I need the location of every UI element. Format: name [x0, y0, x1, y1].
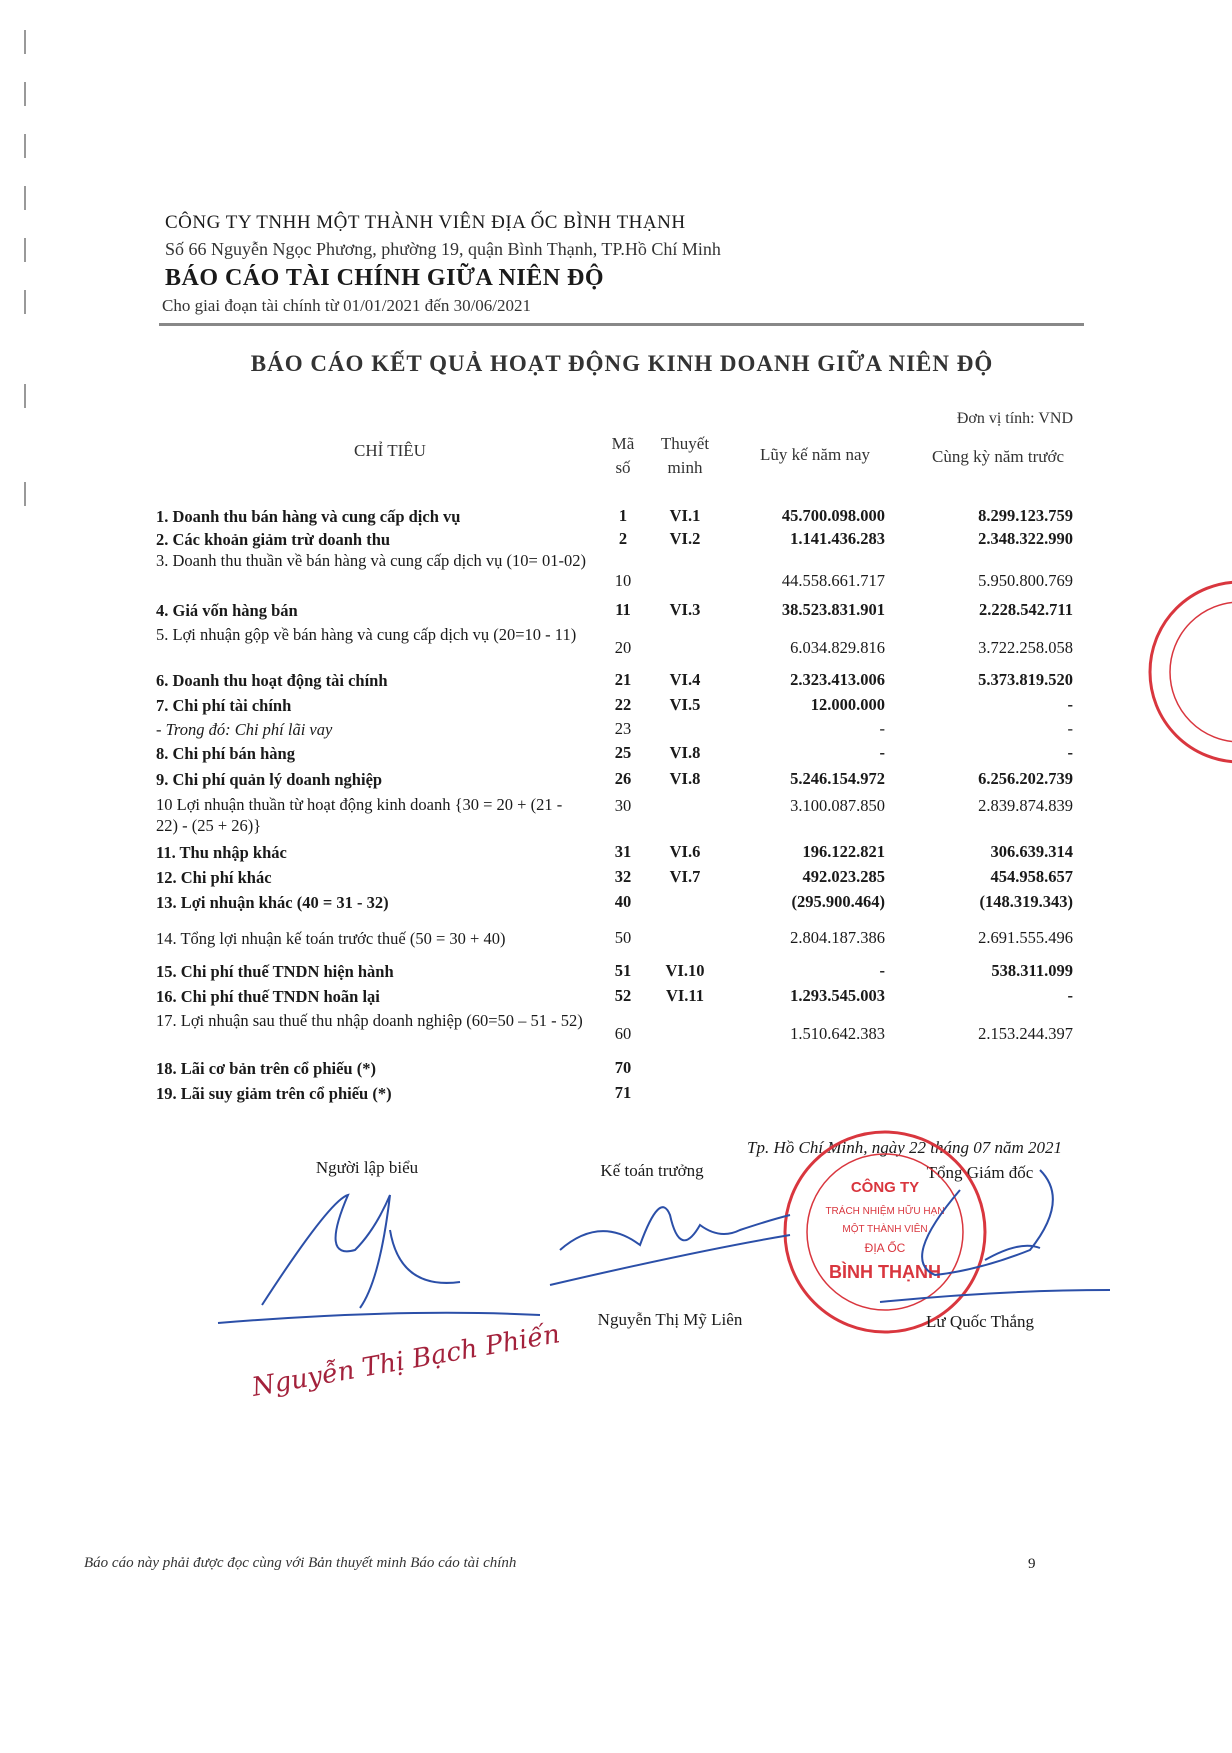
row-current-value: 1.293.545.003	[790, 986, 885, 1005]
col-header-item: CHỈ TIÊU	[354, 441, 426, 460]
row-previous-value: 2.348.322.990	[978, 529, 1073, 548]
row-label: 10 Lợi nhuận thuần từ hoạt động kinh doanh {30 = 20 + (21 - 22) - (25 + 26)}	[156, 795, 563, 835]
row-current-value: 5.246.154.972	[790, 769, 885, 788]
row-code: 30	[614, 796, 632, 815]
row-previous-value: 8.299.123.759	[978, 506, 1073, 525]
row-note: VI.5	[669, 695, 701, 714]
row-current-value: 196.122.821	[802, 842, 885, 861]
row-label: 9. Chi phí quản lý doanh nghiệp	[156, 770, 383, 789]
preparer-title: Người lập biểu	[315, 1158, 419, 1177]
row-current-value: 45.700.098.000	[781, 506, 885, 525]
row-previous-value: -	[1067, 986, 1073, 1005]
row-note: VI.7	[669, 867, 701, 886]
row-label: 5. Lợi nhuận gộp về bán hàng và cung cấp dịch vụ (20=10 - 11)	[156, 625, 577, 644]
row-note: VI.11	[665, 986, 705, 1005]
col-header-code: Mã số	[611, 434, 635, 477]
row-current-value: -	[879, 961, 885, 980]
row-previous-value: 454.958.657	[990, 867, 1073, 886]
row-previous-value: -	[1067, 695, 1073, 714]
report-period: Cho giai đoạn tài chính từ 01/01/2021 đến 30/06/2021	[162, 296, 532, 315]
row-code: 32	[614, 867, 632, 886]
row-previous-value: 2.839.874.839	[978, 796, 1073, 815]
row-note: VI.3	[669, 600, 701, 619]
row-label: 4. Giá vốn hàng bán	[156, 601, 298, 620]
row-code: 60	[614, 1024, 632, 1043]
currency-unit: Đơn vị tính: VND	[956, 410, 1073, 427]
row-current-value: -	[879, 743, 885, 762]
row-previous-value: 5.373.819.520	[978, 670, 1073, 689]
row-code: 52	[614, 986, 632, 1005]
row-code: 20	[614, 638, 632, 657]
row-label: 2. Các khoản giảm trừ doanh thu	[156, 530, 391, 549]
row-code: 23	[614, 719, 632, 738]
row-code: 10	[614, 571, 632, 590]
row-label: 8. Chi phí bán hàng	[156, 744, 295, 763]
row-label: 18. Lãi cơ bản trên cổ phiếu (*)	[156, 1059, 376, 1078]
row-previous-value: 2.153.244.397	[978, 1024, 1073, 1043]
svg-text:BÌNH THẠNH: BÌNH THẠNH	[829, 1262, 941, 1282]
row-current-value: 2.804.187.386	[790, 928, 885, 947]
row-current-value: (295.900.464)	[791, 892, 885, 911]
row-label: 16. Chi phí thuế TNDN hoãn lại	[156, 987, 380, 1006]
row-previous-value: 6.256.202.739	[978, 769, 1073, 788]
row-code: 50	[614, 928, 632, 947]
row-current-value: 44.558.661.717	[781, 571, 885, 590]
row-code: 70	[614, 1058, 632, 1077]
row-note: VI.4	[669, 670, 701, 689]
row-label: 6. Doanh thu hoạt động tài chính	[156, 671, 388, 690]
accountant-title: Kế toán trưởng	[600, 1161, 704, 1180]
footer-note: Báo cáo này phải được đọc cùng với Bản thuyết minh Báo cáo tài chính	[84, 1555, 517, 1571]
row-current-value: 3.100.087.850	[790, 796, 885, 815]
company-name: CÔNG TY TNHH MỘT THÀNH VIÊN ĐỊA ỐC BÌNH THẠNH	[165, 212, 686, 233]
row-note: VI.8	[669, 743, 701, 762]
preparer-handwritten-name: Nguyễn Thị Bạch Phiến	[249, 1319, 563, 1403]
row-current-value: 38.523.831.901	[781, 600, 885, 619]
director-name: Lư Quốc Thắng	[925, 1312, 1035, 1331]
row-label: - Trong đó: Chi phí lãi vay	[156, 720, 333, 739]
row-previous-value: 3.722.258.058	[978, 638, 1073, 657]
page-title: BÁO CÁO KẾT QUẢ HOẠT ĐỘNG KINH DOANH GIỮA NIÊN ĐỘ	[250, 351, 994, 376]
row-current-value: 12.000.000	[810, 695, 885, 714]
row-note: VI.10	[665, 961, 705, 980]
row-previous-value: 2.691.555.496	[978, 928, 1073, 947]
svg-text:ĐỊA ỐC: ĐỊA ỐC	[864, 1241, 906, 1255]
row-current-value: 6.034.829.816	[790, 638, 885, 657]
row-code: 11	[615, 600, 631, 619]
row-note: VI.8	[669, 769, 701, 788]
svg-text:CÔNG TY: CÔNG TY	[850, 1179, 920, 1196]
row-code: 31	[614, 842, 632, 861]
row-current-value: 1.510.642.383	[790, 1024, 885, 1043]
signature-date: Tp. Hồ Chí Minh, ngày 22 tháng 07 năm 2021	[747, 1138, 1062, 1157]
row-previous-value: 538.311.099	[991, 961, 1073, 980]
row-previous-value: -	[1067, 719, 1073, 738]
col-header-previous: Cùng kỳ năm trước	[932, 447, 1064, 466]
page-number: 9	[1028, 1556, 1036, 1572]
row-label: 19. Lãi suy giảm trên cổ phiếu (*)	[156, 1084, 392, 1103]
partial-stamp-right-edge	[1150, 582, 1232, 762]
row-code: 22	[614, 695, 632, 714]
report-type: BÁO CÁO TÀI CHÍNH GIỮA NIÊN ĐỘ	[165, 265, 605, 291]
col-header-note: Thuyết minh	[660, 434, 710, 477]
row-label: 13. Lợi nhuận khác (40 = 31 - 32)	[156, 893, 389, 912]
row-code: 21	[614, 670, 632, 689]
row-code: 25	[614, 743, 632, 762]
row-note: VI.2	[669, 529, 701, 548]
row-code: 51	[614, 961, 632, 980]
row-code: 26	[614, 769, 632, 788]
row-note: VI.1	[669, 506, 701, 525]
director-title: Tổng Giám đốc	[926, 1163, 1034, 1182]
row-previous-value: 2.228.542.711	[979, 600, 1073, 619]
row-code: 1	[618, 506, 628, 525]
col-header-current: Lũy kế năm nay	[760, 445, 870, 464]
svg-text:MỘT THÀNH VIÊN: MỘT THÀNH VIÊN	[842, 1224, 928, 1235]
company-address: Số 66 Nguyễn Ngọc Phương, phường 19, quận Bình Thạnh, TP.Hồ Chí Minh	[165, 239, 721, 259]
accountant-name: Nguyễn Thị Mỹ Liên	[597, 1310, 743, 1329]
row-code: 2	[618, 529, 628, 548]
row-label: 11. Thu nhập khác	[156, 843, 287, 862]
row-previous-value: -	[1067, 743, 1073, 762]
row-previous-value: 306.639.314	[990, 842, 1073, 861]
row-code: 71	[614, 1083, 632, 1102]
row-current-value: 2.323.413.006	[790, 670, 885, 689]
row-code: 40	[614, 892, 632, 911]
row-label: 12. Chi phí khác	[156, 868, 272, 887]
row-label: 14. Tổng lợi nhuận kế toán trước thuế (50 = 30 + 40)	[156, 929, 506, 948]
row-label: 1. Doanh thu bán hàng và cung cấp dịch vụ	[156, 507, 461, 526]
row-note: VI.6	[669, 842, 701, 861]
svg-text:TRÁCH NHIỆM HỮU HẠN: TRÁCH NHIỆM HỮU HẠN	[825, 1206, 945, 1217]
row-label: 7. Chi phí tài chính	[156, 696, 292, 715]
row-label: 3. Doanh thu thuần về bán hàng và cung cấp dịch vụ (10= 01-02)	[156, 551, 586, 570]
row-previous-value: (148.319.343)	[979, 892, 1073, 911]
row-current-value: 492.023.285	[802, 867, 885, 886]
row-current-value: 1.141.436.283	[790, 529, 885, 548]
row-label: 15. Chi phí thuế TNDN hiện hành	[156, 962, 394, 981]
row-previous-value: 5.950.800.769	[978, 571, 1073, 590]
row-label: 17. Lợi nhuận sau thuế thu nhập doanh nghiệp (60=50 – 51 - 52)	[156, 1011, 583, 1030]
row-current-value: -	[879, 719, 885, 738]
